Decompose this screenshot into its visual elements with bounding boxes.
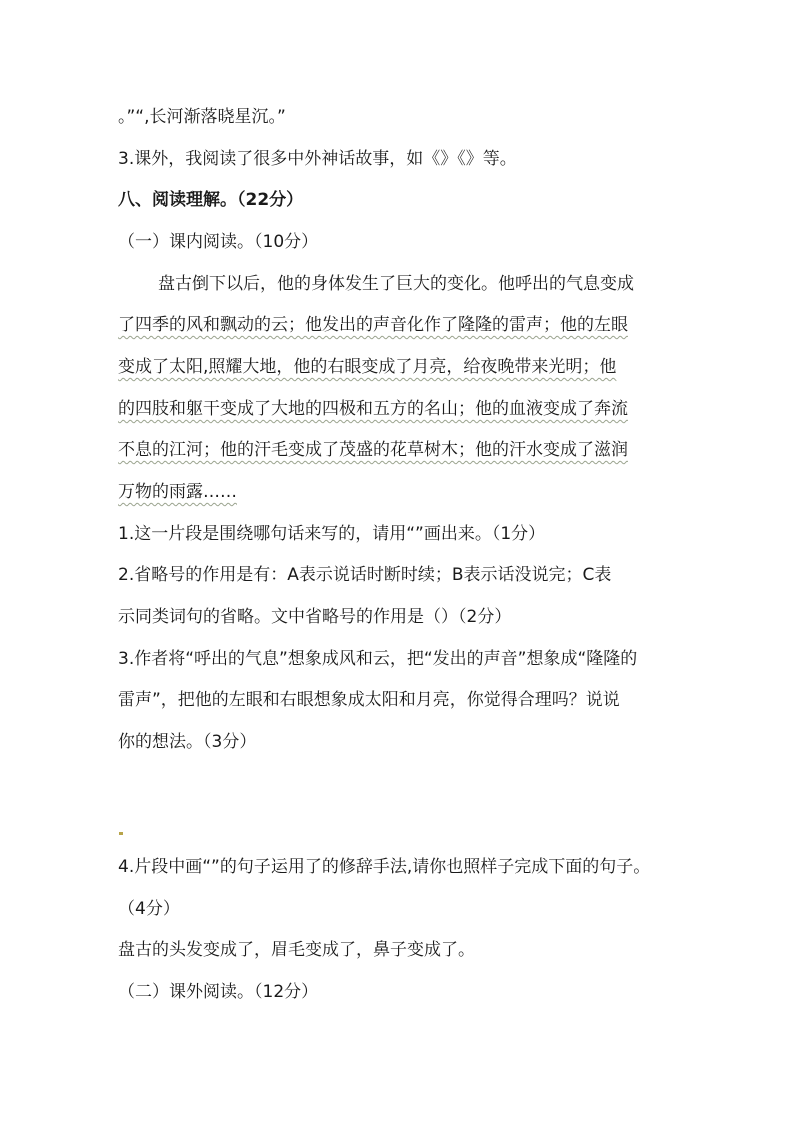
question-4-line-1: 4.片段中画“”的句子运用了的修辞手法,请你也照样子完成下面的句子。 xyxy=(118,857,651,877)
passage-line-3: 变成了太阳,照耀大地，他的右眼变成了月亮，给夜晚带来光明；他 xyxy=(118,357,617,377)
passage-line-1: 盘古倒下以后，他的身体发生了巨大的变化。他呼出的气息变成 xyxy=(158,274,634,294)
question-3-line-3: 你的想法。（3分） xyxy=(118,732,257,752)
passage-line-4: 的四肢和躯干变成了大地的四极和五方的名山；他的血液变成了奔流 xyxy=(118,399,628,419)
question-4-line-2: （4分） xyxy=(118,899,180,919)
question-3-line-1: 3.作者将“呼出的气息”想象成风和云，把“发出的声音”想象成“隆隆的 xyxy=(118,649,638,669)
question-1: 1.这一片段是围绕哪句话来写的，请用“”画出来。（1分） xyxy=(118,524,546,544)
subsection-heading-2: （二）课外阅读。（12分） xyxy=(118,982,319,1002)
small-mark xyxy=(119,832,123,835)
question-3-line: 3.课外，我阅读了很多中外神话故事，如《》《》等。 xyxy=(118,149,517,169)
question-4-line-3: 盘古的头发变成了，眉毛变成了，鼻子变成了。 xyxy=(118,940,475,960)
passage-line-2: 了四季的风和飘动的云；他发出的声音化作了隆隆的雷声；他的左眼 xyxy=(118,315,628,335)
text-line-poem: 。”“,长河渐落晓星沉。” xyxy=(118,107,286,127)
section-heading: 八、阅读理解。（22分） xyxy=(118,190,304,210)
question-2-line-1: 2.省略号的作用是有：A表示说话时断时续；B表示话没说完；C表 xyxy=(118,565,612,585)
question-2-line-2: 示同类词句的省略。文中省略号的作用是（）（2分） xyxy=(118,607,512,627)
question-3-line-2: 雷声”，把他的左眼和右眼想象成太阳和月亮，你觉得合理吗？说说 xyxy=(118,690,620,710)
subsection-heading-1: （一）课内阅读。（10分） xyxy=(118,232,319,252)
passage-line-5: 不息的江河；他的汗毛变成了茂盛的花草树木；他的汗水变成了滋润 xyxy=(118,440,628,460)
passage-line-6: 万物的雨露…… xyxy=(118,482,237,502)
